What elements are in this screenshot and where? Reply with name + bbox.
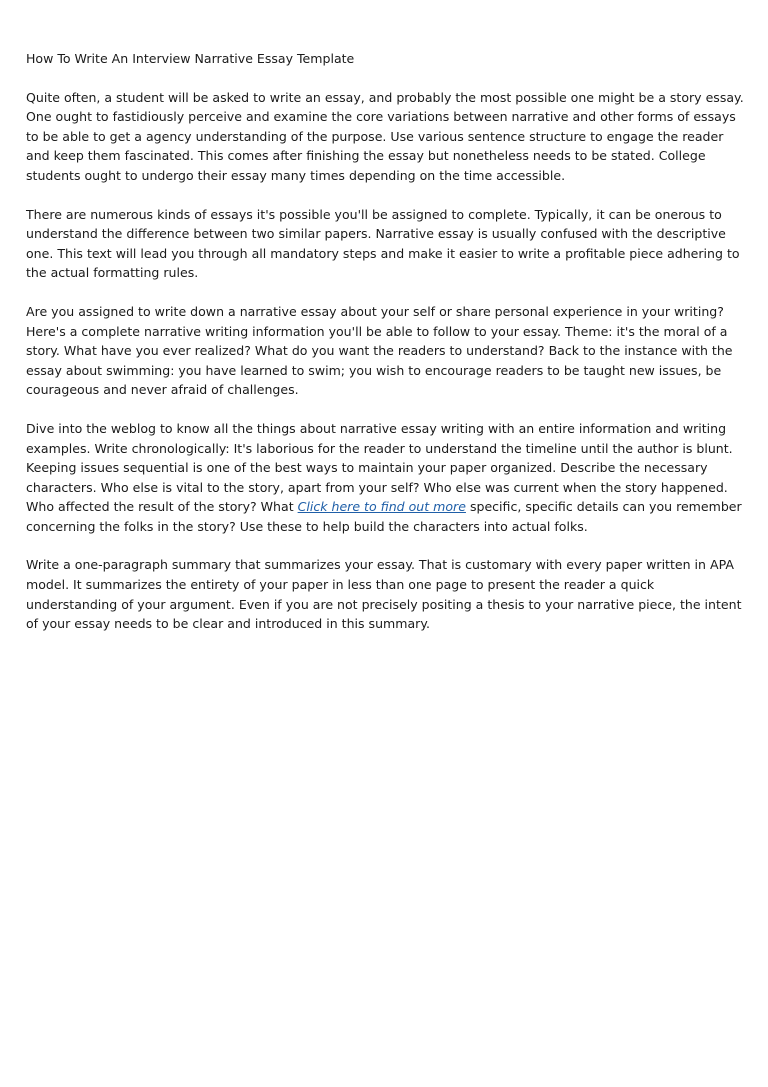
paragraph-2: There are numerous kinds of essays it's possible you'll be assigned to complete. Typically, it can be onerous to understand the difference between two similar papers. Narrative essay is usually confused with the descriptive one. This text will lead you through all mandatory steps and make it easier to write a profitable piece adhering to the actual formatting rules. xyxy=(26,206,740,281)
find-out-more-link[interactable]: Click here to find out more xyxy=(297,499,466,515)
paragraph-5: Write a one-paragraph summary that summarizes your essay. That is customary with every paper written in APA model. It summarizes the entirety of your paper in less than one page to present the reader a quick understanding of your argument. Even if you are not precisely positing a thesis to your narrative piece, the intent of your essay needs to be clear and introduced in this summary. xyxy=(26,557,742,632)
paragraph-4 xyxy=(26,419,748,537)
paragraph-3: Are you assigned to write down a narrative essay about your self or share personal experience in your writing? Here's a complete narrative writing information you'll be able to follow to your essay. Theme: it's the moral of a story. What have you ever realized? What do you want the readers to understand? Back to the instance with the essay about swimming: you have learned to swim; you wish to encourage readers to be taught new issues, be courageous and never afraid of challenges. xyxy=(26,303,733,398)
paragraph-4-text-before-link: Dive into the weblog to know all the things about narrative essay writing with an entire information and writing examples. Write chronologically: It's laborious for the reader to understand the timeline until the author is blunt. Keeping issues sequential is one of the best ways to maintain your paper organized. Describe the necessary characters. Who else is vital to the story, apart from your self? Who else was current when the story happened. Who affected the result of the story? What xyxy=(26,420,733,515)
paragraph-4-text-after-link: specific, specific details can you remember concerning the folks in the story? Use these to help build the characters into actual folks. xyxy=(26,499,742,534)
paragraph-1: Quite often, a student will be asked to write an essay, and probably the most possible one might be a story essay. One ought to fastidiously perceive and examine the core variations between narrative and other forms of essays to be able to get a agency understanding of the purpose. Use various sentence structure to engage the reader and keep them fascinated. This comes after finishing the essay but nonetheless needs to be stated. College students ought to undergo their essay many times depending on the time accessible. xyxy=(26,89,744,183)
document-title: How To Write An Interview Narrative Essay Template xyxy=(26,51,355,66)
